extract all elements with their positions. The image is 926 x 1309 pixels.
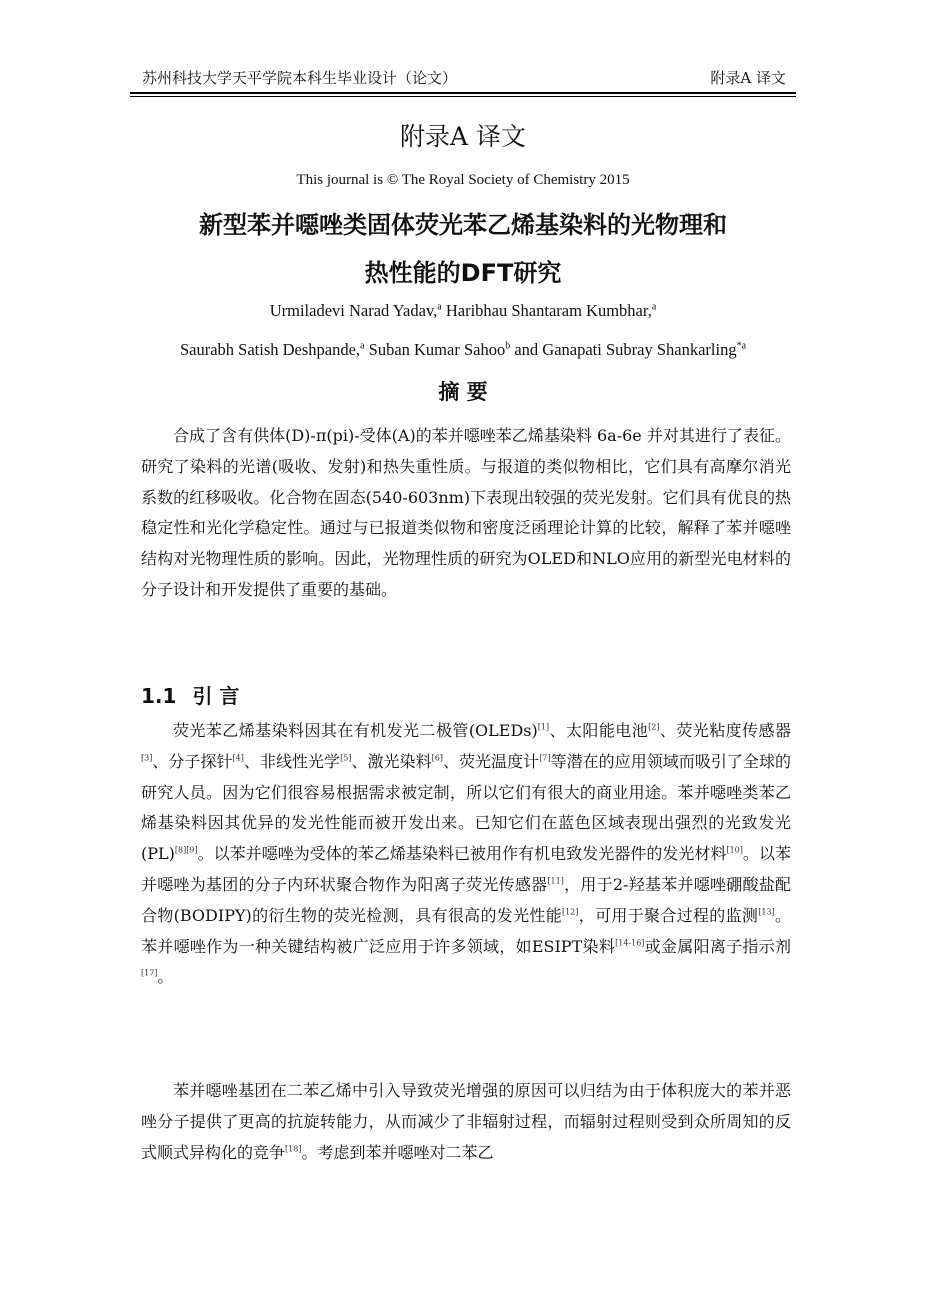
section-title: 引 言 — [192, 684, 240, 708]
abstract-heading: 摘 要 — [438, 380, 488, 404]
superscript-ref: *a — [736, 340, 747, 352]
superscript-ref: b — [505, 340, 511, 352]
header-rule-thick — [130, 92, 796, 94]
superscript-ref: a — [651, 301, 657, 313]
header-left-text: 苏州科技大学天平学院本科生毕业设计（论文） — [142, 69, 458, 87]
superscript-ref: a — [360, 340, 365, 352]
paper-title-line-2: 热性能的DFT研究 — [364, 259, 562, 287]
paper-title — [130, 201, 796, 297]
superscript-ref: a — [437, 301, 442, 313]
header-rule-thin — [130, 96, 796, 97]
intro-paragraph-2: 苯并噁唑基团在二苯乙烯中引入导致荧光增强的原因可以归结为由于体积庞大的苯并恶唑分子提供了更高的抗旋转能力，从而减少了非辐射过程，而辐射过程则受到众所周知的反式顺式异构化的竞争[18]。考虑到苯并噁唑对二苯乙 — [141, 1081, 791, 1162]
superscript-ref: [13] — [758, 907, 775, 917]
superscript-ref: [4] — [232, 753, 244, 763]
section-heading — [141, 682, 239, 710]
header-right-text: 附录A 译文 — [710, 69, 786, 87]
appendix-title: 附录A 译文 — [399, 122, 526, 151]
superscript-ref: [7] — [539, 753, 551, 763]
superscript-ref: [14-16] — [615, 938, 645, 948]
authors-line-2: Saurabh Satish Deshpande,$^a$ Suban Kumar Sahoo$^b$ and Ganapati Subray Shankarling$^{*a}$ — [179, 340, 747, 359]
intro-paragraph-1: 荧光苯乙烯基染料因其在有机发光二极管(OLEDs)[1]、太阳能电池[2]、荧光粘度传感器[3]、分子探针[4]、非线性光学[5]、激光染料[6]、荧光温度计[7]等潜在的应用领域而吸引了全球的研究人员。因为它们很容易根据需求被定制，所以它们有很大的商业用途。苯并噁唑类苯乙烯基染料因其优异的发光性能而被开发出来。已知它们在蓝色区域表现出强烈的光致发光(PL)[8][9]。以苯并噁唑为受体的苯乙烯基染料已被用作有机电致发光器件的发光材料[10]。以苯并噁唑为基团的分子内环状聚合物作为阳离子荧光传感器[11]，用于2-羟基苯并噁唑硼酸盐配合物(BODIPY)的衍生物的荧光检测，具有很高的发光性能[12]，可用于聚合过程的监测[13]。苯并噁唑作为一种关键结构被广泛应用于许多领域，如ESIPT染料[14-16]或金属阳离子指示剂[17]。 — [141, 721, 791, 987]
section-number: 1.1 — [141, 684, 177, 708]
superscript-ref: [12] — [562, 907, 579, 917]
superscript-ref: [1] — [537, 722, 550, 732]
superscript-ref: [17] — [141, 969, 158, 979]
authors-line-1: Urmiladevi Narad Yadav,$^a$ Haribhau Shantaram Kumbhar,$^a$ — [269, 301, 657, 320]
superscript-ref: [18] — [285, 1144, 302, 1154]
superscript-ref: [5] — [340, 753, 352, 763]
superscript-ref: [11] — [547, 876, 564, 886]
superscript-ref: [10] — [726, 845, 743, 855]
paper-title-line-1: 新型苯并噁唑类固体荧光苯乙烯基染料的光物理和 — [199, 211, 727, 239]
superscript-ref: [8][9] — [174, 845, 198, 855]
superscript-ref: [6] — [431, 753, 443, 763]
journal-line: This journal is © The Royal Society of Chemistry 2015 — [296, 172, 630, 188]
superscript-ref: [3] — [141, 753, 153, 763]
superscript-ref: [2] — [648, 722, 660, 732]
abstract-text: 合成了含有供体(D)-π(pi)-受体(A)的苯并噁唑苯乙烯基染料 6a-6e 并对其进行了表征。研究了染料的光谱(吸收、发射)和热失重性质。与报道的类似物相比，它们具有高摩尔消光系数的红移吸收。化合物在固态(540-603nm)下表现出较强的荧光发射。它们具有优良的热稳定性和光化学稳定性。通过与已报道类似物和密度泛函理论计算的比较，解释了苯并噁唑结构对光物理性质的影响。因此，光物理性质的研究为OLED和NLO应用的新型光电材料的分子设计和开发提供了重要的基础。 — [141, 426, 791, 599]
